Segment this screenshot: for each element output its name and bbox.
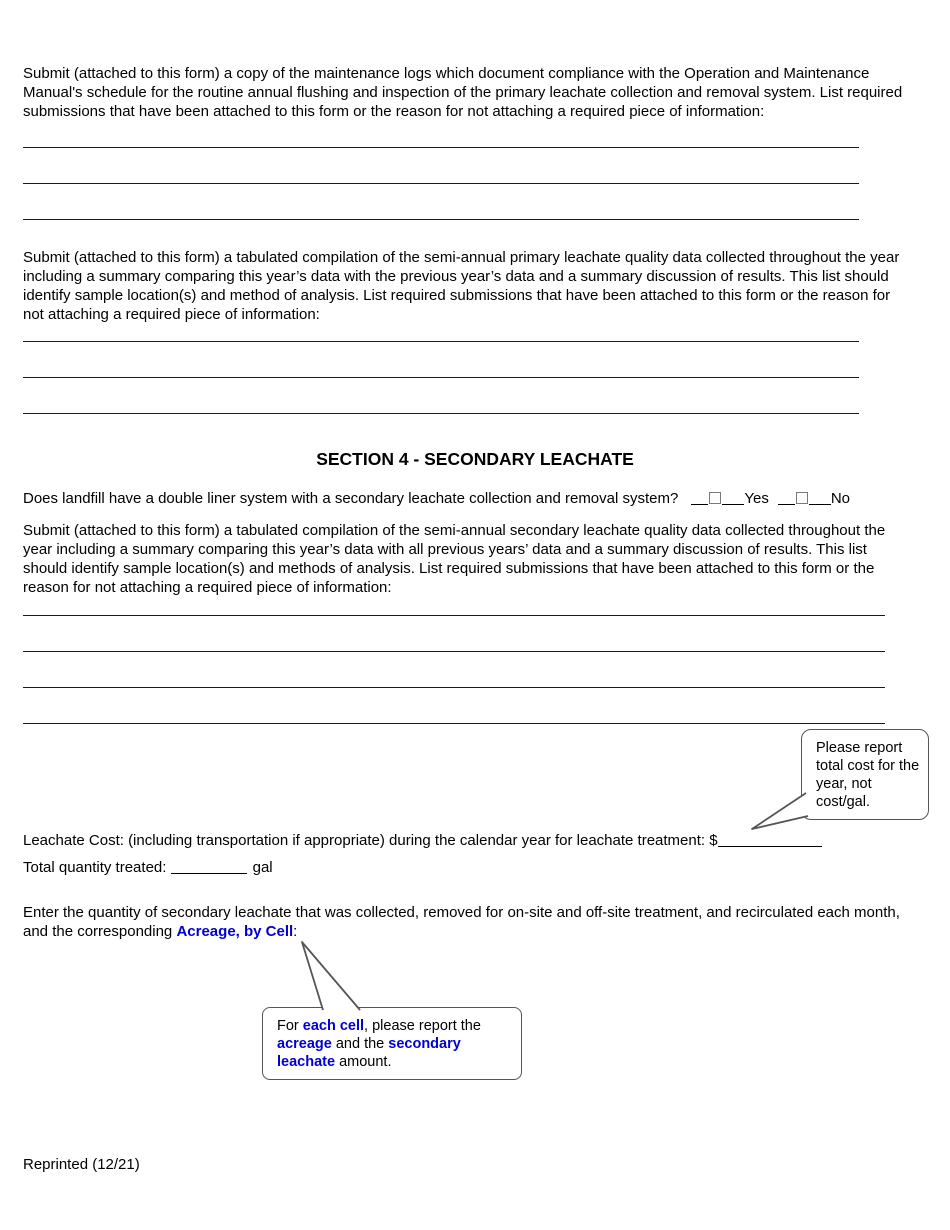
cell-callout-part1: For	[277, 1018, 303, 1034]
cell-callout-bold-acreage: acreage	[277, 1036, 332, 1052]
yes-writein-line[interactable]	[691, 491, 708, 505]
write-in-line[interactable]	[23, 652, 885, 688]
cost-callout-tail	[745, 785, 825, 835]
write-in-line[interactable]	[23, 148, 859, 184]
yes-checkbox[interactable]	[709, 492, 721, 504]
yes-writein-line-after[interactable]	[722, 491, 744, 505]
leachate-cost-label: Leachate Cost: (including transportation if appropriate) during the calendar year for leachate treatment: $	[23, 832, 718, 849]
paragraph-maintenance-logs: Submit (attached to this form) a copy of the maintenance logs which document compliance with the Operation and Maintenance Manual's schedule for the routine annual flushing and inspection of the primary leachate collection and removal system. List required submissions that have been attached to this form or the reason for not attaching a required piece of information:	[23, 65, 903, 120]
cost-callout-text: Please report total cost for the year, not cost/gal.	[816, 740, 920, 810]
write-in-line[interactable]	[23, 616, 885, 652]
cell-callout-part2: , please report the	[364, 1018, 481, 1034]
write-in-line[interactable]	[23, 580, 885, 616]
cell-callout-part4: amount.	[335, 1054, 392, 1070]
total-quantity-unit: gal	[252, 859, 273, 876]
no-writein-line[interactable]	[778, 491, 795, 505]
no-writein-line-after[interactable]	[809, 491, 831, 505]
write-in-line[interactable]	[23, 184, 859, 220]
cell-callout-part3: and the	[331, 1036, 389, 1052]
write-in-line[interactable]	[23, 688, 885, 724]
section-4-heading: SECTION 4 - SECONDARY LEACHATE	[316, 449, 634, 469]
total-quantity-label: Total quantity treated:	[23, 859, 167, 876]
acreage-by-cell-highlight: Acreage, by Cell	[176, 923, 294, 940]
double-liner-question-text: Does landfill have a double liner system with a secondary leachate collection and removal system?	[23, 490, 679, 507]
write-in-line[interactable]	[23, 342, 859, 378]
write-in-lines-maintenance	[23, 112, 859, 220]
double-liner-question-row	[23, 489, 935, 508]
cell-callout-tail	[290, 936, 380, 1020]
monthly-entry-text-before: Enter the quantity of secondary leachate that was collected, removed for on-site and off-site treatment, and recirculated each month, and the corresponding	[23, 904, 900, 940]
write-in-line[interactable]	[23, 112, 859, 148]
paragraph-monthly-entry	[23, 903, 903, 941]
total-quantity-row	[23, 858, 923, 877]
yes-label: Yes	[744, 490, 769, 507]
write-in-lines-primary-quality	[23, 306, 859, 414]
paragraph-primary-quality-data: Submit (attached to this form) a tabulated compilation of the semi-annual primary leachate quality data collected throughout the year including a summary comparing this year’s data with the previous year’s data and a summary discussion of results. This list should identify sample location(s) and method of analysis. List required submissions that have been attached to this form or the reason for not attaching a required piece of information:	[23, 249, 900, 323]
write-in-lines-secondary-quality	[23, 580, 885, 724]
no-label: No	[830, 490, 851, 507]
write-in-line[interactable]	[23, 306, 859, 342]
total-quantity-line[interactable]	[171, 860, 247, 874]
paragraph-secondary-quality-data: Submit (attached to this form) a tabulated compilation of the semi-annual secondary leachate quality data collected throughout the year including a summary comparing this year’s data with all previous years’ data and a summary discussion of results. This list should identify sample location(s) and methods of analysis. List required submissions that have been attached to this form or the reason for not attaching a required piece of information:	[23, 522, 886, 596]
cell-callout-bold-secondary-leachate: secondary leachate	[277, 1036, 461, 1070]
no-checkbox[interactable]	[796, 492, 808, 504]
monthly-entry-text-after: :	[293, 923, 298, 940]
leachate-cost-amount-line[interactable]	[718, 833, 822, 847]
reprinted-footer: Reprinted (12/21)	[23, 1156, 140, 1173]
cell-callout-bold-each-cell: each cell	[302, 1018, 365, 1034]
write-in-line[interactable]	[23, 378, 859, 414]
